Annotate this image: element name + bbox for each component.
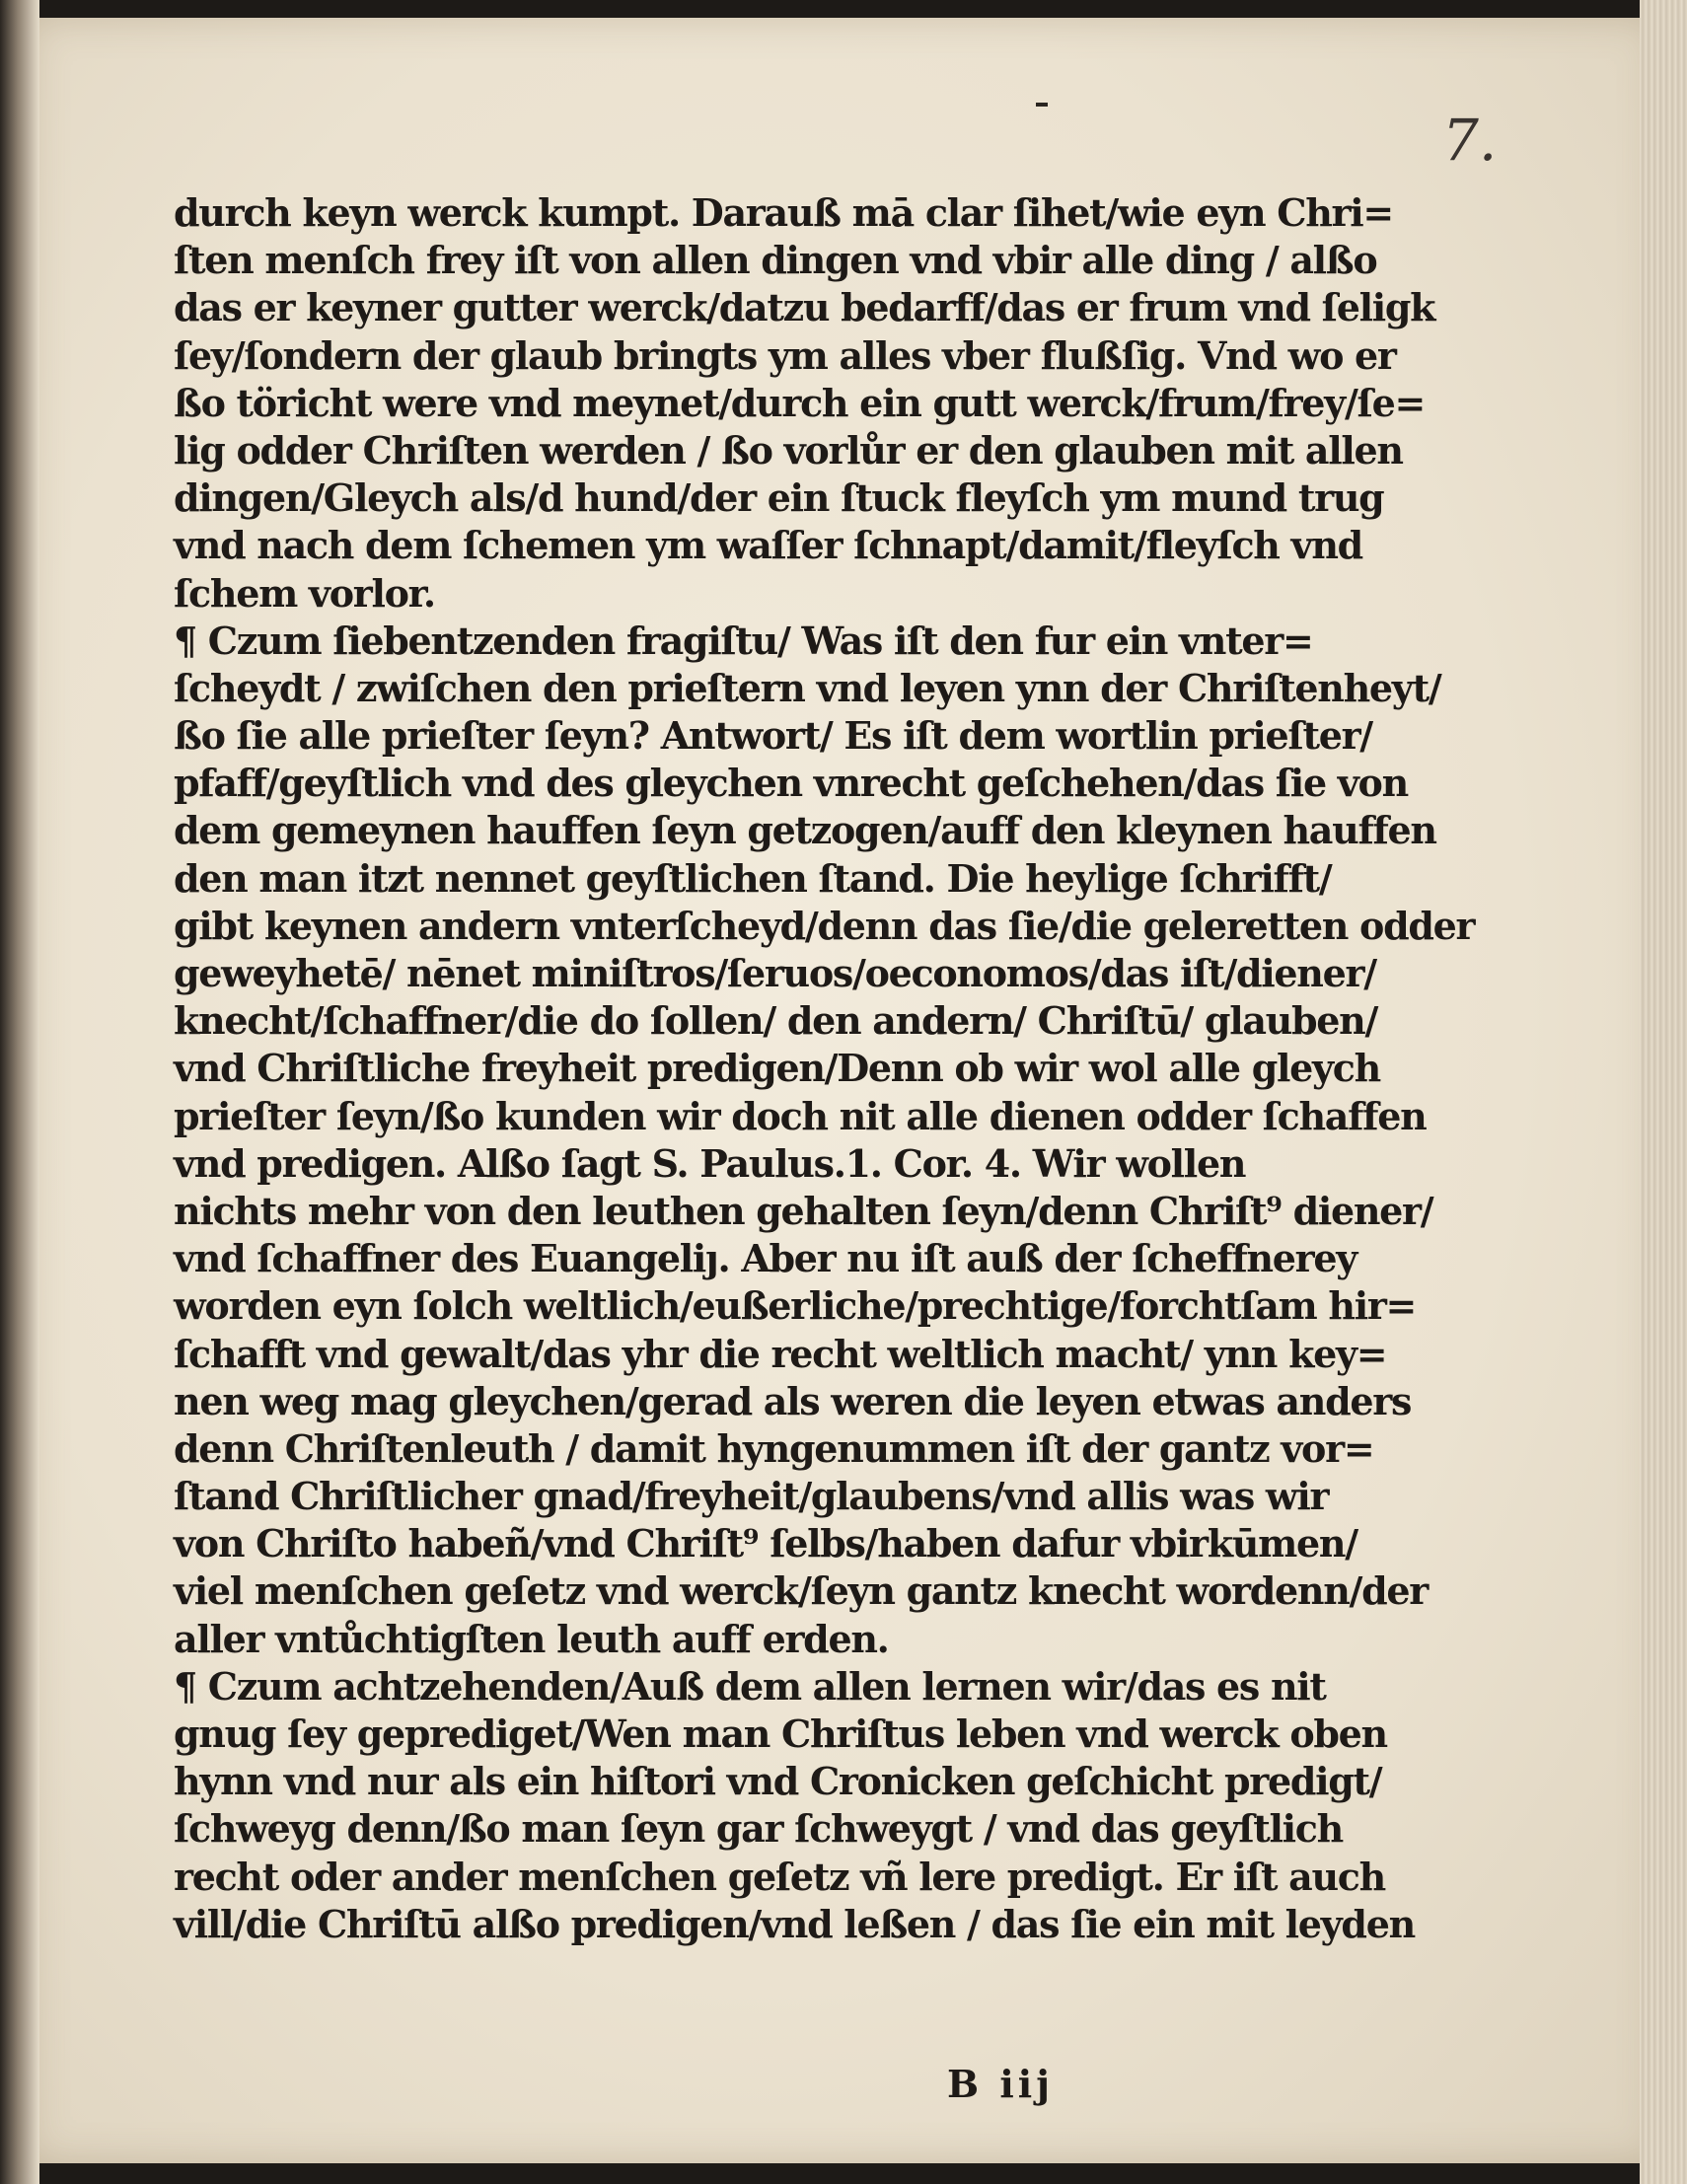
text-line: gnug ſey geprediget/Wen man Chriſtus leben vnd werck oben [174, 1711, 1387, 1756]
text-line: aller vntůchtigſten leuth auff erden. [174, 1616, 889, 1661]
facing-page-edge [0, 0, 39, 2184]
text-line: nichts mehr von den leuthen gehalten ſeyn/denn Chriſt⁹ diener/ [174, 1188, 1433, 1233]
text-line: ſtand Chriſtlicher gnad/freyheit/glaubens/vnd allis was wir [174, 1474, 1329, 1519]
text-line: pfaff/geyſtlich vnd des gleychen vnrecht geſchehen/das ſie von [174, 761, 1408, 806]
text-line: prieſter ſeyn/ßo kunden wir doch nit alle dienen odder ſchaffen [174, 1093, 1427, 1138]
text-line: ſey/ſondern der glaub bringts ym alles vber flußſig. Vnd wo er [174, 332, 1396, 378]
text-line: viel menſchen geſetz vnd werck/ſeyn gantz knecht wordenn/der [174, 1568, 1428, 1614]
text-line: ¶ Czum ſiebentzenden fragiſtu/ Was iſt den fur ein vnter= [174, 618, 1313, 663]
text-line: gibt keynen andern vnterſcheyd/denn das ſie/die geleretten odder [174, 903, 1475, 948]
text-line: vill/die Chriſtū alßo predigen/vnd leßen / das ſie ein mit leyden [174, 1901, 1415, 1946]
text-line: dem gemeynen hauffen ſeyn getzogen/auff den kleynen hauffen [174, 808, 1436, 853]
text-line: hynn vnd nur als ein hiſtori vnd Cronicken geſchicht predigt/ [174, 1759, 1382, 1804]
text-line: lig odder Chriſten werden / ßo vorlůr er den glauben mit allen [174, 427, 1403, 473]
text-line: das er keyner gutter werck/datzu bedarff/das er frum vnd ſeligk [174, 285, 1435, 330]
body-text [174, 189, 1475, 1948]
text-line: vnd Chriſtliche freyheit predigen/Denn ob wir wol alle gleych [174, 1046, 1380, 1091]
text-line: recht oder ander menſchen geſetz vñ lere predigt. Er iſt auch [174, 1854, 1385, 1899]
text-line: knecht/ſchaffner/die do ſollen/ den andern/ Chriſtū/ glauben/ [174, 998, 1378, 1044]
text-line: dingen/Gleych als/d hund/der ein ſtuck fleyſch ym mund trug [174, 475, 1384, 521]
text-line: worden eyn ſolch weltlich/eußerliche/prechtige/forchtſam hir= [174, 1283, 1417, 1329]
page-stack-edge [1640, 0, 1687, 2184]
text-line: ſcheydt / zwiſchen den prieſtern vnd leyen ynn der Chriſtenheyt/ [174, 665, 1441, 710]
text-line: ſten menſch frey iſt von allen dingen vnd vbir alle ding / alßo [174, 238, 1377, 283]
text-line: ¶ Czum achtzehenden/Auß dem allen lernen wir/das es nit [174, 1663, 1326, 1709]
text-line: vnd ſchaffner des Euangeliȷ. Aber nu iſt auß der ſcheffnerey [174, 1236, 1357, 1281]
folio-number: 7. [1442, 107, 1498, 174]
text-line: geweyhetē/ nēnet miniſtros/ſeruos/oeconomos/das iſt/diener/ [174, 951, 1376, 995]
text-line: ſchafft vnd gewalt/das yhr die recht weltlich macht/ ynn key= [174, 1331, 1387, 1376]
text-line: durch keyn werck kumpt. Darauß mā clar ſihet/wie eyn Chri= [174, 190, 1393, 235]
text-line: vnd predigen. Alßo ſagt S. Paulus.1. Cor. 4. Wir wollen [174, 1140, 1246, 1186]
text-line: ſchem vorlor. [174, 570, 435, 616]
text-line: denn Chriſtenleuth / damit hyngenummen iſt der gantz vor= [174, 1425, 1374, 1471]
ink-mark [1036, 103, 1048, 107]
text-line: nen weg mag gleychen/gerad als weren die leyen etwas anders [174, 1378, 1412, 1423]
text-line: vnd nach dem ſchemen ym waſſer ſchnapt/damit/fleyſch vnd [174, 523, 1362, 568]
text-line: ſchweyg denn/ßo man ſeyn gar ſchweygt / vnd das geyſtlich [174, 1806, 1343, 1852]
text-line: von Chriſto habeñ/vnd Chriſt⁹ ſelbs/haben dafur vbirkūmen/ [174, 1521, 1357, 1566]
signature-mark: B iij [947, 2062, 1054, 2106]
text-line: den man itzt nennet geyſtlichen ſtand. Die heylige ſchrifft/ [174, 855, 1332, 901]
text-line: ßo töricht were vnd meynet/durch ein gutt werck/frum/frey/ſe= [174, 380, 1425, 425]
text-line: ßo ſie alle prieſter ſeyn? Antwort/ Es iſt dem wortlin prieſter/ [174, 713, 1372, 759]
